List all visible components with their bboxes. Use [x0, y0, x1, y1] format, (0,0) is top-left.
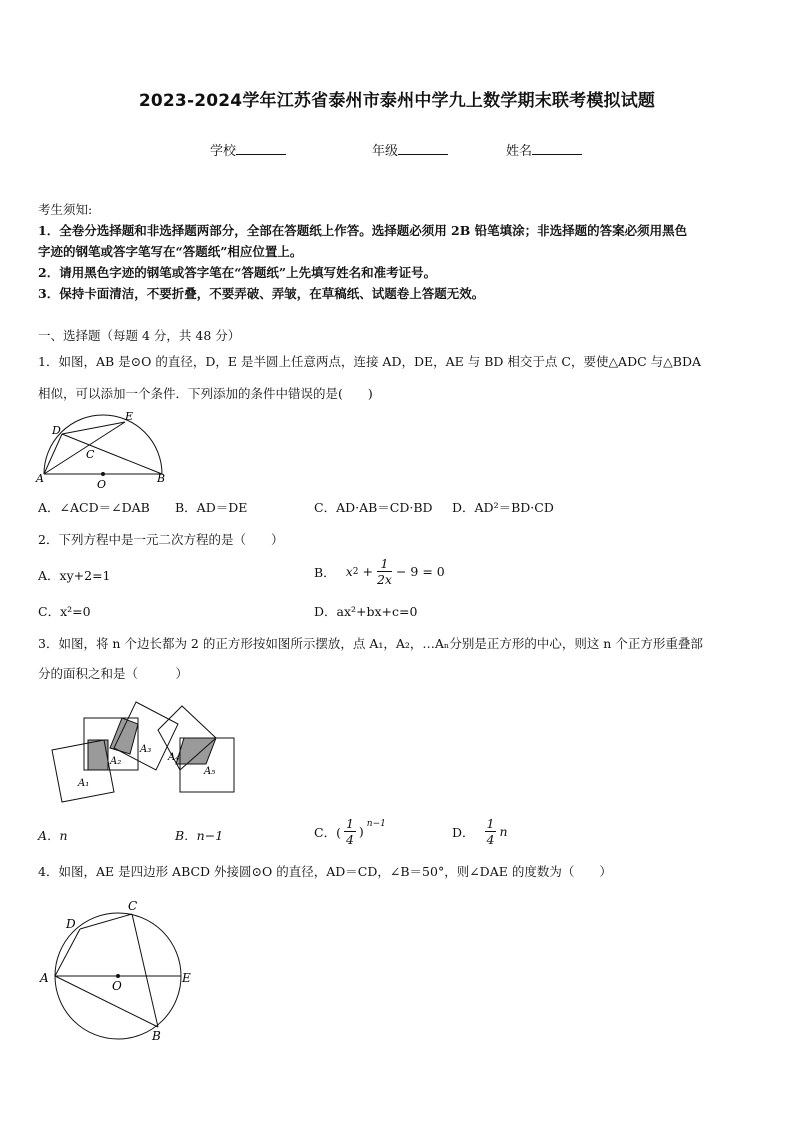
q2-stem: 2．下列方程中是一元二次方程的是（ ）: [38, 532, 284, 547]
q3-option-c-fraction: [344, 816, 356, 847]
q1-stem-line2: 相似，可以添加一个条件．下列添加的条件中错误的是( ): [38, 386, 373, 401]
q2-option-a: A．xy+2=1: [38, 568, 111, 583]
q1-option-a: A．∠ACD＝∠DAB: [38, 500, 150, 515]
q2-option-b-x: x: [345, 564, 353, 579]
q3-option-d: [452, 816, 508, 847]
q3-option-d-prefix: D．: [452, 824, 475, 840]
q2-option-b-prefix: B．: [314, 564, 336, 580]
q4-label-o: O: [112, 979, 122, 993]
q3-option-d-suffix: n: [499, 824, 508, 839]
q3-d-fraction-num: 1: [486, 816, 495, 831]
q2-option-b: [314, 556, 445, 587]
q4-stem: 4．如图，AE 是四边形 ABCD 外接圆⊙O 的直径，AD＝CD，∠B＝50°，则∠DAE 的度数为（ ）: [38, 864, 612, 879]
q3-stem-line1: 3．如图，将 n 个边长都为 2 的正方形按如图所示摆放，点 A₁，A₂，…Aₙ分别是正方形的中心，则这 n 个正方形重叠部: [38, 636, 703, 651]
q3-c-fraction-num: 1: [345, 816, 354, 831]
grade-blank: [398, 142, 448, 155]
q1-label-b: B: [157, 472, 166, 485]
page-title: 2023-2024学年江苏省泰州市泰州中学九上数学期末联考模拟试题: [138, 91, 656, 111]
name-blank: [532, 142, 582, 155]
grade-field: [372, 140, 448, 159]
q3-figure: [48, 696, 244, 808]
q1-label-a: A: [36, 472, 44, 485]
q3-option-d-fraction: [485, 816, 497, 847]
q3-option-a: A．n: [38, 828, 68, 843]
q3-label-a4: A₄: [168, 752, 180, 763]
q2-option-b-plus: +: [362, 564, 373, 579]
q3-c-fraction-den: 4: [345, 832, 354, 847]
q3-label-a3: A₃: [140, 744, 152, 755]
q4-figure: [36, 896, 196, 1048]
school-label: 学校: [210, 144, 237, 159]
q1-label-d: D: [52, 424, 61, 437]
school-field: [210, 140, 286, 159]
q1-option-c: C．AD·AB＝CD·BD: [314, 500, 433, 515]
name-field: [506, 140, 582, 159]
q3-option-c-suffix: ): [358, 824, 364, 839]
q2-option-b-fraction: [377, 556, 392, 587]
q1-figure: [34, 408, 174, 490]
q1-stem-line1: 1．如图，AB 是⊙O 的直径，D，E 是半圆上任意两点，连接 AD，DE，AE 与 BD 相交于点 C，要使△ADC 与△BDA: [38, 354, 701, 369]
notice-item: 字迹的钢笔或答字笔写在“答题纸”相应位置上。: [38, 244, 303, 259]
q1-option-d: D．AD²＝BD·CD: [452, 500, 554, 515]
q3-label-a1: A₁: [78, 778, 90, 789]
q4-label-d: D: [66, 917, 76, 931]
notice-item: 1．全卷分选择题和非选择题两部分，全部在答题纸上作答。选择题必须用 2B 铅笔填涂；非选择题的答案必须用黑色: [38, 223, 688, 238]
notice-heading: 考生须知:: [38, 202, 93, 217]
q2-fraction-num: 1: [377, 556, 392, 572]
q3-label-a5: A₅: [204, 766, 216, 777]
q2-option-d: D．ax²+bx+c=0: [314, 604, 418, 619]
q4-label-a: A: [40, 971, 49, 985]
q4-label-c: C: [128, 899, 138, 913]
q2-option-b-exp: 2: [352, 566, 359, 577]
q4-label-b: B: [152, 1029, 161, 1043]
notice-item: 2．请用黑色字迹的钢笔或答字笔在“答题纸”上先填写姓名和准考证号。: [38, 265, 437, 280]
q3-label-a2: A₂: [110, 756, 122, 767]
section-heading: 一、选择题（每题 4 分，共 48 分）: [38, 328, 241, 343]
grade-label: 年级: [372, 144, 399, 159]
school-blank: [236, 142, 286, 155]
q1-label-e: E: [125, 410, 134, 423]
q3-option-c-exp: n−1: [366, 818, 386, 829]
q3-d-fraction-den: 4: [486, 832, 495, 847]
q3-option-b: B．n−1: [175, 828, 224, 843]
q3-option-c: [314, 816, 386, 847]
q2-option-c: C．x²=0: [38, 604, 91, 619]
q1-label-c: C: [86, 448, 95, 461]
q1-option-b: B．AD＝DE: [175, 500, 248, 515]
name-label: 姓名: [506, 144, 533, 159]
q3-option-c-prefix: C．(: [314, 824, 341, 840]
q1-label-o: O: [97, 478, 107, 490]
notice-item: 3．保持卡面清洁，不要折叠，不要弄破、弄皱，在草稿纸、试题卷上答题无效。: [38, 286, 485, 301]
q2-fraction-den: 2x: [376, 572, 392, 587]
q3-stem-line2: 分的面积之和是（ ）: [38, 666, 189, 681]
q4-label-e: E: [182, 971, 191, 985]
q2-option-b-tail: − 9 = 0: [395, 564, 445, 579]
